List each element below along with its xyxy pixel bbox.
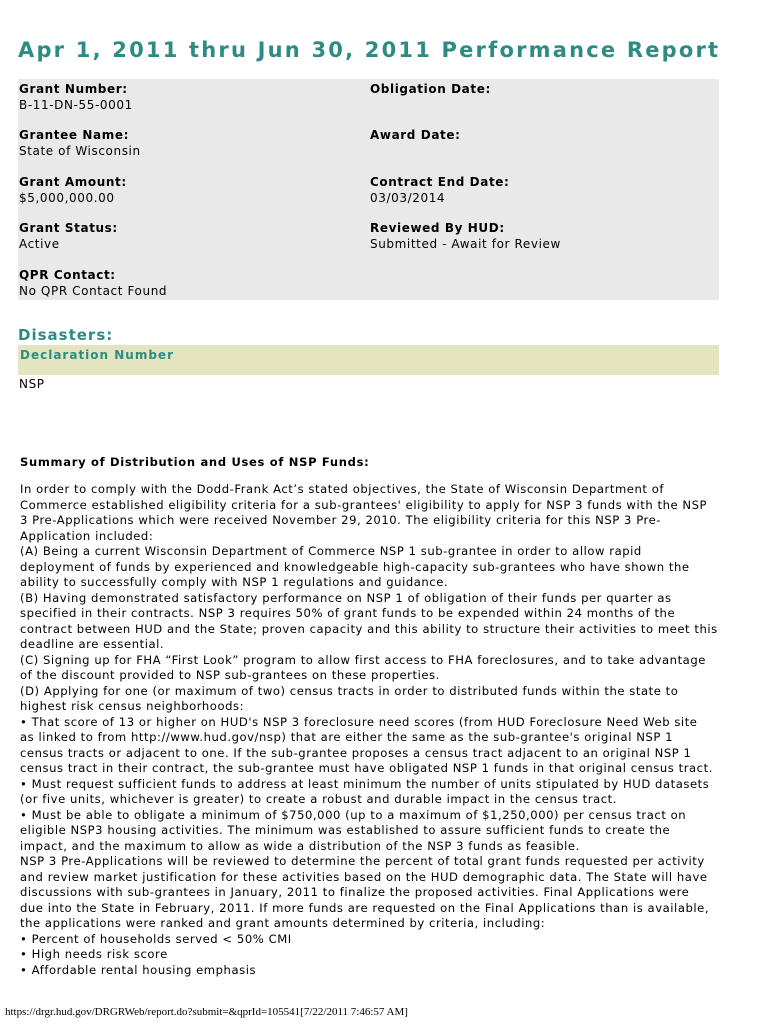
summary-line: and review market justification for these activities based on the HUD demographic data. The State will have: [20, 869, 708, 884]
summary-line: • Percent of households served < 50% CMI: [20, 931, 292, 946]
obligation-date-label: Obligation Date:: [370, 82, 491, 96]
summary-line: NSP 3 Pre-Applications will be reviewed to determine the percent of total grant funds requested per activity: [20, 854, 705, 868]
summary-line: impact, and the maximum to allow as wide a distribution of the NSP 3 funds as feasible.: [20, 838, 580, 853]
declaration-number-value: NSP: [19, 377, 45, 391]
summary-line: (D) Applying for one (or maximum of two) census tracts in order to distributed funds within the state to: [20, 683, 679, 698]
summary-line: census tracts or adjacent to one. If the sub-grantee proposes a census tract adjacent to an original NSP 1: [20, 745, 692, 760]
summary-line: • Affordable rental housing emphasis: [20, 962, 257, 977]
summary-line: contract between HUD and the State; proven capacity and this ability to structure their activities to meet this: [20, 621, 718, 636]
award-date-field: [370, 127, 461, 143]
summary-line: • Must be able to obligate a minimum of $750,000 (up to a maximum of $1,250,000) per census tract on: [20, 807, 687, 822]
contract-end-value: 03/03/2014: [370, 191, 446, 205]
grant-amount-field: [19, 174, 127, 206]
grant-amount-value: $5,000,000.00: [19, 191, 115, 205]
grant-status-value: Active: [19, 237, 60, 251]
summary-line: (A) Being a current Wisconsin Department of Commerce NSP 1 sub-grantee in order to allow rapid: [20, 544, 642, 558]
report-title: Apr 1, 2011 thru Jun 30, 2011 Performance Report: [18, 38, 721, 62]
summary-line: deployment of funds by experienced and knowledgeable high-capacity sub-grantees who have shown the: [20, 559, 690, 574]
summary-line: of the discount provided to NSP sub-grantees on these properties.: [20, 668, 440, 682]
summary-line: specified in their contracts. NSP 3 requires 50% of grant funds to be expended within 24 months of the: [20, 606, 676, 620]
grant-number-field: [19, 81, 133, 113]
summary-line: highest risk census neighborhoods:: [20, 699, 245, 713]
contract-end-label: Contract End Date:: [370, 175, 510, 189]
grantee-name-value: State of Wisconsin: [19, 144, 141, 158]
summary-line: • That score of 13 or higher on HUD's NSP 3 foreclosure need scores (from HUD Foreclosure Need Web site: [20, 714, 698, 729]
summary-line: 3 Pre-Applications which were received November 29, 2010. The eligibility criteria for this NSP 3 Pre-: [20, 513, 662, 527]
summary-line: Application included:: [20, 528, 154, 543]
grant-amount-label: Grant Amount:: [19, 175, 127, 189]
declaration-number-header: Declaration Number: [20, 348, 174, 362]
summary-line: census tract in their contract, the sub-grantee must have obligated NSP 1 funds in that original census tract.: [20, 761, 713, 775]
summary-line: (B) Having demonstrated satisfactory performance on NSP 1 of obligation of their funds per quarter as: [20, 590, 672, 605]
summary-line: (C) Signing up for FHA “First Look” program to allow first access to FHA foreclosures, and to take advantage: [20, 652, 706, 667]
qpr-contact-field: [19, 267, 167, 299]
grant-info-panel: [18, 79, 719, 300]
grant-number-label: Grant Number:: [19, 82, 128, 96]
summary-line: (or five units, whichever is greater) to create a robust and durable impact in the census tract.: [20, 792, 617, 806]
summary-heading: Summary of Distribution and Uses of NSP Funds:: [20, 455, 370, 469]
grantee-name-field: [19, 127, 141, 159]
declaration-header-bar: [18, 345, 719, 375]
qpr-contact-value: No QPR Contact Found: [19, 284, 168, 298]
obligation-date-field: [370, 81, 491, 97]
summary-line: deadline are essential.: [20, 637, 165, 651]
summary-body: [20, 482, 720, 978]
footer-url: https://drgr.hud.gov/DRGRWeb/report.do?submit=&qprId=105541[7/22/2011 7:46:57 AM]: [5, 1006, 408, 1018]
contract-end-field: [370, 174, 509, 206]
summary-line: the applications were ranked and grant amounts determined by criteria, including:: [20, 916, 546, 930]
summary-line: • High needs risk score: [20, 947, 168, 961]
qpr-contact-label: QPR Contact:: [19, 268, 116, 282]
summary-line: discussions with sub-grantees in January, 2011 to finalize the proposed activities. Final Applications were: [20, 885, 690, 899]
summary-line: due into the State in February, 2011. If more funds are requested on the Final Applications than is available,: [20, 900, 710, 915]
summary-line: • Must request sufficient funds to address at least minimum the number of units stipulated by HUD datasets: [20, 776, 710, 791]
summary-line: In order to comply with the Dodd-Frank Act’s stated objectives, the State of Wisconsin Department of: [20, 482, 664, 496]
summary-line: eligible NSP3 housing activities. The minimum was established to assure sufficient funds to create the: [20, 823, 671, 837]
grant-status-field: [19, 220, 118, 252]
summary-line: ability to successfully comply with NSP 1 regulations and guidance.: [20, 575, 449, 589]
reviewed-by-hud-field: [370, 220, 561, 252]
summary-line: as linked to from http://www.hud.gov/nsp) that are either the same as the sub-grantee's original NSP 1: [20, 730, 674, 744]
reviewed-by-hud-value: Submitted - Await for Review: [370, 237, 561, 251]
disasters-heading: Disasters:: [18, 326, 114, 344]
grant-status-label: Grant Status:: [19, 221, 118, 235]
award-date-label: Award Date:: [370, 128, 461, 142]
grantee-name-label: Grantee Name:: [19, 128, 129, 142]
reviewed-by-hud-label: Reviewed By HUD:: [370, 221, 505, 235]
grant-number-value: B-11-DN-55-0001: [19, 98, 133, 112]
summary-line: Commerce established eligibility criteria for a sub-grantees' eligibility to apply for NSP 3 funds with the NSP: [20, 497, 708, 512]
